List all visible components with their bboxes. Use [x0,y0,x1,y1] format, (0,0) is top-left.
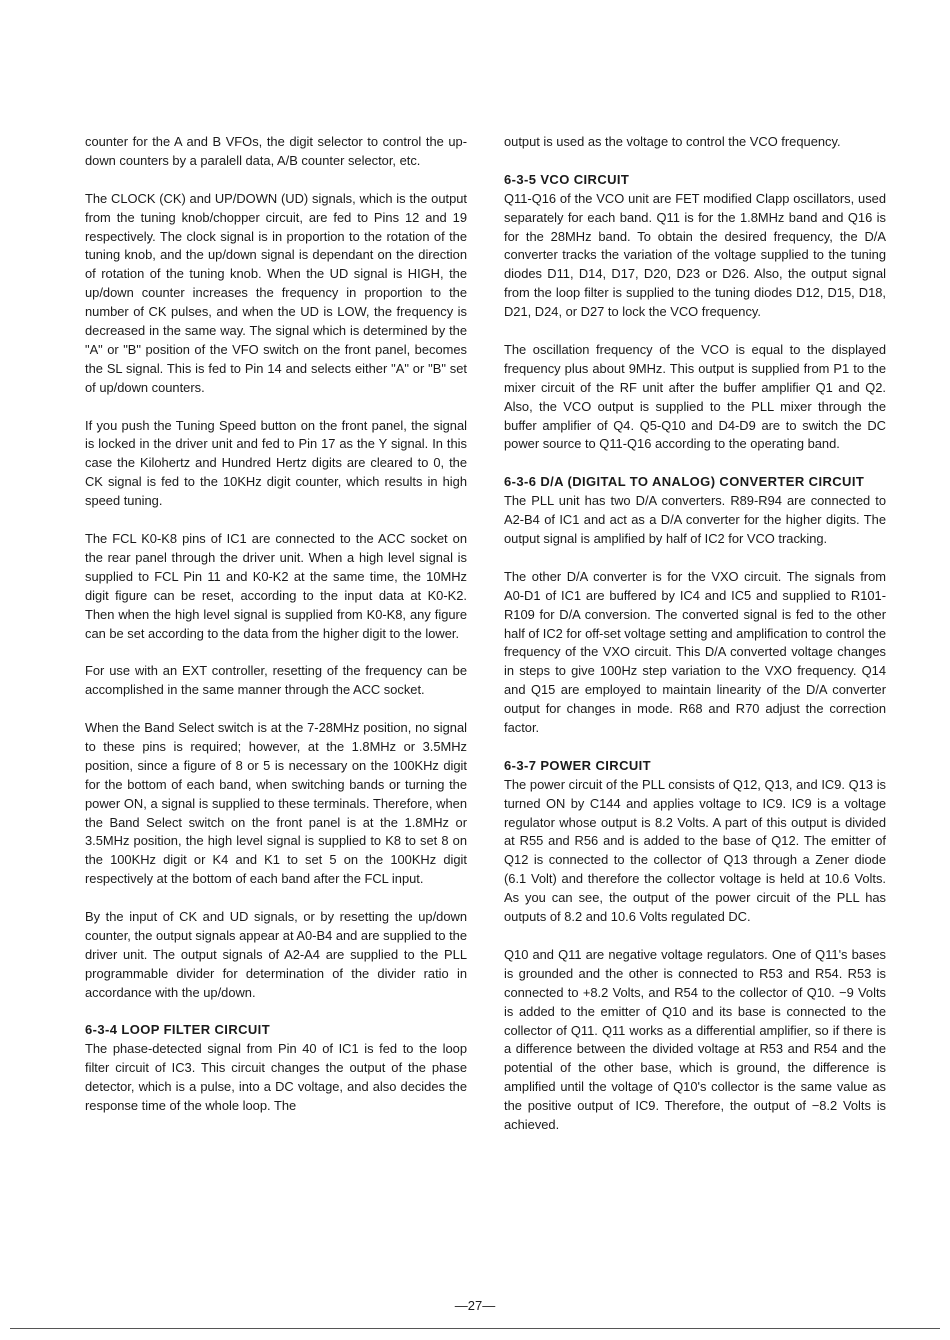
paragraph: The oscillation frequency of the VCO is equal to the displayed frequency plus about 9MHz. This output is supplied from P1 to the mixer circuit of the RF unit after the buffer amplifier Q1 and Q2. Also, the VCO output is supplied to the PLL mixer through the buffer amplifier of Q4. Q5-Q10 and D4-D9 are to switch the DC power source to Q11-Q16 according to the operating band. [504,341,886,452]
paragraph: The other D/A converter is for the VXO circuit. The signals from A0-D1 of IC1 are buffered by IC4 and IC5 and supplied to R101-R109 for D/A conversion. The converted signal is fed to the other half of IC2 for off-set voltage setting and amplification to control the frequency of the VXO circuit. This D/A converted voltage changes in steps to give 100Hz step variation to the VXO frequency. Q14 and Q15 are employed to maintain linearity of the D/A converter output for changes in mode. R68 and R70 adjust the correction factor. [504,568,886,736]
left-column [85,133,467,1135]
paragraph: output is used as the voltage to control the VCO frequency. [504,134,841,149]
paragraph: The PLL unit has two D/A converters. R89-R94 are connected to A2-B4 of IC1 and act as a D/A converter for the higher digits. The output signal is amplified by half of IC2 for VCO tracking. [504,493,886,546]
paragraph: For use with an EXT controller, resetting of the frequency can be accomplished in the same manner through the ACC socket. [85,663,467,698]
paragraph: The power circuit of the PLL consists of Q12, Q13, and IC9. Q13 is turned ON by C144 and applies voltage to IC9. IC9 is a voltage regulator whose output is 8.2 Volts. A part of this output is divided at R55 and R56 and is added to the base of Q12. The emitter of Q12 is connected to the collector of Q13 through a Zener diode (6.1 Volt) and therefore the collector voltage is held at 10.6 Volts. As you can see, the output of the power circuit of the PLL has outputs of 8.2 and 10.6 Volts regulated DC. [504,776,886,925]
paragraph: By the input of CK and UD signals, or by resetting the up/down counter, the output signals appear at A0-B4 and are supplied to the driver unit. The output signals of A2-A4 are supplied to the PLL programmable divider for determination of the divider ratio in accordance with the up/down. [85,909,467,1000]
paragraph: When the Band Select switch is at the 7-28MHz position, no signal to these pins is required; however, at the 1.8MHz or 3.5MHz position, since a figure of 8 or 5 is necessary on the 100KHz digit for the bottom of each band, when switching bands or turning the power ON, a signal is supplied to these terminals. Therefore, when the Band Select switch on the front panel is at the 1.8MHz or 3.5MHz position, the high level signal is supplied to K8 to set 8 on the 100KHz digit or K4 and K1 to set 5 on the 100KHz digit respectively at the bottom of each band after the FCL input. [85,720,467,887]
paragraph: The FCL K0-K8 pins of IC1 are connected to the ACC socket on the rear panel through the driver unit. When a high level signal is supplied to FCL Pin 11 and K0-K2 at the same time, the 10MHz digit figure can be reset, according to the input data at K0-K2. Then when the high level signal is supplied from K0-K8, any figure can be set according to the data from the higher digit to the lower. [85,530,467,641]
section-heading-6-3-6: 6-3-6 D/A (DIGITAL TO ANALOG) CONVERTER CIRCUIT [504,474,865,490]
section-heading-6-3-7: 6-3-7 POWER CIRCUIT [504,757,652,773]
paragraph: Q11-Q16 of the VCO unit are FET modified Clapp oscillators, used separately for each band. Q11 is for the 1.8MHz band and Q16 is for the 28MHz band. To obtain the desired frequency, the D/A converter tracks the variation of the voltage supplied to the tuning diodes D11, D14, D17, D20, D23 or D26. Also, the output signal from the loop filter is supplied to the tuning diodes D12, D15, D18, D21, D24, or D27 to lock the VCO frequency. [504,190,886,320]
paragraph: Q10 and Q11 are negative voltage regulators. One of Q11's bases is grounded and the other is connected to R53 and R54. R53 is connected to +8.2 Volts, and R54 to the collector of Q10. −9 Volts is added to the emitter of Q10 and its base is connected to the collector of Q11. Q11 works as a differential amplifier, so if there is a difference between the divided voltage at R53 and R54 and the potential of the other base, which is ground, the difference is amplified until the voltage of Q10's collector is the same value as the positive output of IC9. Therefore, the output of −8.2 Volts is achieved. [504,946,886,1133]
paragraph: The phase-detected signal from Pin 40 of IC1 is fed to the loop filter circuit of IC3. This circuit changes the output of the phase detector, which is a pulse, into a DC voltage, and also decides the response time of the whole loop. The [85,1041,467,1114]
section-heading-6-3-4: 6-3-4 LOOP FILTER CIRCUIT [85,1022,271,1038]
paragraph: If you push the Tuning Speed button on the front panel, the signal is locked in the driver unit and fed to Pin 17 as the Y signal. In this case the Kilohertz and Hundred Hertz digits are cleared to 0, the CK signal is fed to the 10KHz digit counter, which results in high speed tuning. [85,417,467,509]
paragraph: The CLOCK (CK) and UP/DOWN (UD) signals, which is the output from the tuning knob/chopper circuit, are fed to Pins 12 and 19 respectively. The clock signal is in proportion to the rotation of the tuning knob, and the up/down signal is dependant on the direction of rotation of the tuning knob. When the UD signal is HIGH, the up/down counter increases the frequency in proportion to the number of CK pulses, and when the UD is LOW, the frequency is decreased in the same way. The signal which is determined by the "A" or "B" position of the VFO switch on the front panel, becomes the SL signal. This is fed to Pin 14 and selects either "A" or "B" set of up/down counters. [85,190,467,395]
right-column [504,133,886,1154]
bottom-rule [10,1328,940,1329]
section-heading-6-3-5: 6-3-5 VCO CIRCUIT [504,171,630,187]
page-number: —27— [454,1298,496,1313]
paragraph: counter for the A and B VFOs, the digit selector to control the up-down counters by a paralell data, A/B counter selector, etc. [85,134,467,168]
